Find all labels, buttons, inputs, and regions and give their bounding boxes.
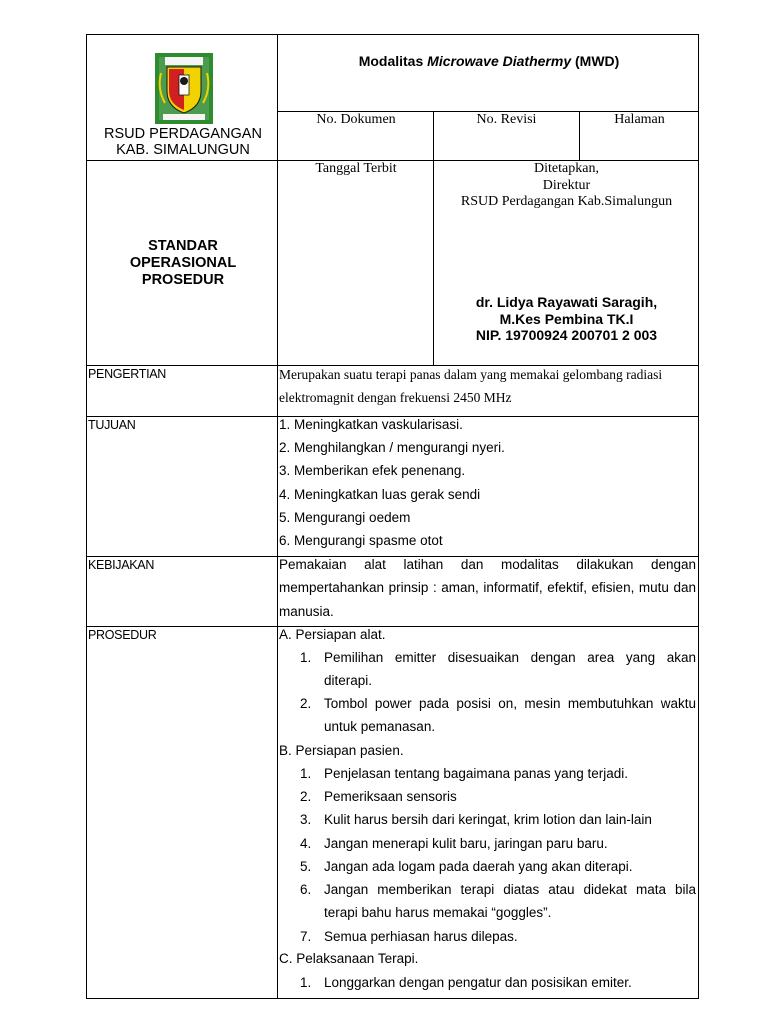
no-dokumen-label: No. Dokumen <box>316 112 396 127</box>
item-text: Tombol power pada posisi on, mesin membutuhkan waktu untuk pemanasan. <box>324 696 696 735</box>
item-text: Jangan ada logam pada daerah yang akan diterapi. <box>324 859 633 874</box>
pengertian-line1: Merupakan suatu terapi panas dalam yang memakai gelombang radiasi <box>279 367 663 382</box>
prosedur-item <box>300 762 696 785</box>
item-number: 3. <box>300 812 312 827</box>
sop-line1: STANDAR <box>148 238 218 254</box>
pengertian-label: PENGERTIAN <box>88 367 167 381</box>
direktur-org-text: RSUD Perdagangan Kab.Simalungun <box>460 194 673 209</box>
prosedur-item <box>300 692 696 738</box>
signature-nip: NIP. 19700924 200701 2 003 <box>475 327 658 343</box>
tujuan-item: 3. Memberikan efek penenang. <box>279 463 466 478</box>
title-italic: Microwave Diathermy <box>427 53 572 69</box>
item-number: 4. <box>300 836 312 851</box>
halaman-label: Halaman <box>614 112 665 127</box>
prosedur-item <box>300 808 696 831</box>
prosedur-section-c: C. Pelaksanaan Terapi. <box>279 951 419 966</box>
direktur-text: Direktur <box>542 177 591 193</box>
tujuan-label: TUJUAN <box>88 418 136 432</box>
item-text: Kulit harus bersih dari keringat, krim lotion dan lain-lain <box>324 812 652 827</box>
prosedur-item <box>300 878 696 924</box>
sop-label <box>88 238 278 289</box>
item-text: Longgarkan dengan pengatur dan posisikan emiter. <box>324 975 632 990</box>
pengertian-text <box>279 363 696 410</box>
tujuan-item: 2. Menghilangkan / mengurangi nyeri. <box>279 440 505 455</box>
item-text: Jangan memberikan terapi diatas atau didekat mata bila terapi bahu harus memakai “goggles”. <box>324 882 696 921</box>
item-number: 7. <box>300 929 312 944</box>
item-text: Penjelasan tentang bagaimana panas yang terjadi. <box>324 766 628 781</box>
pengertian-line2: elektromagnit dengan frekuensi 2450 MHz <box>279 390 512 406</box>
prosedur-item <box>300 785 696 808</box>
kebijakan-label: KEBIJAKAN <box>88 558 155 572</box>
item-number: 1. <box>300 975 312 990</box>
prosedur-item <box>300 832 696 855</box>
item-number: 1. <box>300 766 312 781</box>
title-suffix: (MWD) <box>571 53 620 69</box>
title-prefix: Modalitas <box>358 53 428 69</box>
signature-title: M.Kes Pembina TK.I <box>499 310 634 327</box>
item-number: 6. <box>300 882 312 897</box>
prosedur-section-a: A. Persiapan alat. <box>279 627 386 642</box>
signature-block <box>434 294 699 344</box>
document-title <box>279 53 699 69</box>
column-divider <box>277 34 278 999</box>
item-number: 2. <box>300 789 312 804</box>
tujuan-item: 6. Mengurangi spasme otot <box>279 533 443 548</box>
prosedur-section-b: B. Persiapan pasien. <box>279 743 404 758</box>
item-number: 5. <box>300 859 312 874</box>
item-number: 1. <box>300 650 312 665</box>
hospital-name-line2: KAB. SIMALUNGUN <box>116 142 250 158</box>
tujuan-item: 5. Mengurangi oedem <box>279 510 411 525</box>
item-text: Pemeriksaan sensoris <box>324 789 457 804</box>
prosedur-item <box>300 646 696 692</box>
sop-line3: PROSEDUR <box>141 272 225 288</box>
prosedur-item <box>300 971 696 994</box>
ditetapkan-text: Ditetapkan, <box>534 161 599 176</box>
prosedur-item <box>300 925 696 948</box>
tujuan-item: 1. Meningkatkan vaskularisasi. <box>279 417 463 432</box>
tanggal-terbit-label: Tanggal Terbit <box>315 161 397 176</box>
hospital-name-line1: RSUD PERDAGANGAN <box>104 126 262 142</box>
prosedur-label: PROSEDUR <box>88 628 157 642</box>
kebijakan-text: Pemakaian alat latihan dan modalitas dilakukan dengan mempertahankan prinsip : aman, informatif, efektif, efisien, mutu dan manusia. <box>279 557 696 619</box>
signature-name: dr. Lidya Rayawati Saragih, <box>475 294 658 310</box>
prosedur-item <box>300 855 696 878</box>
hospital-name <box>88 126 278 158</box>
item-text: Pemilihan emitter disesuaikan dengan area yang akan diterapi. <box>324 650 696 689</box>
tujuan-item: 4. Meningkatkan luas gerak sendi <box>279 487 481 502</box>
no-revisi-label: No. Revisi <box>476 112 537 127</box>
item-number: 2. <box>300 696 312 711</box>
item-text: Jangan menerapi kulit baru, jaringan paru baru. <box>324 836 608 851</box>
director-block <box>434 161 699 211</box>
sop-line2: OPERASIONAL <box>129 255 237 271</box>
item-text: Semua perhiasan harus dilepas. <box>324 929 518 944</box>
hospital-logo <box>155 53 213 124</box>
